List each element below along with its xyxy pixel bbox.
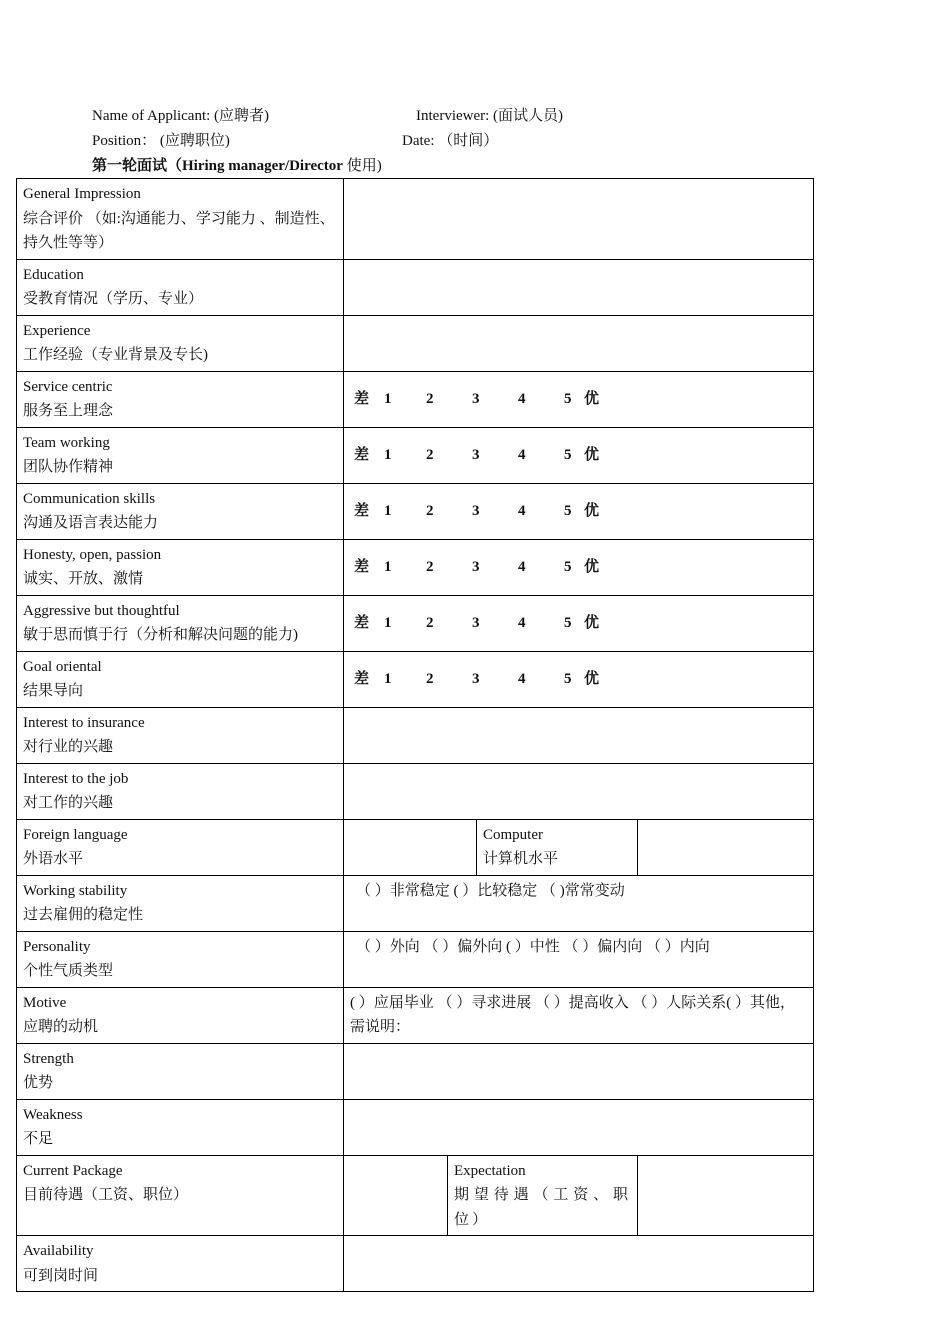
row-label: Interest to insurance 对行业的兴趣 [17,707,344,763]
stability-options[interactable]: （ ）非常稳定 ( ）比较稳定 （ )常常变动 [344,875,814,931]
row-label: Team working 团队协作精神 [17,427,344,483]
row-current-package [17,1155,814,1236]
round-title: 第一轮面试（Hiring manager/Director 使用) [92,158,382,174]
row-interest-insurance [17,707,814,763]
row-label: Honesty, open, passion 诚实、开放、激情 [17,539,344,595]
row-label: Foreign language 外语水平 [17,819,344,875]
motive-options[interactable]: ( ）应届毕业 （ ）寻求进展 （ ）提高收入 （ ）人际关系( ）其他，需说明： [344,987,814,1043]
rating-scale[interactable]: 差 1 2 3 4 5 优 [344,427,814,483]
row-label: Personality 个性气质类型 [17,931,344,987]
position-label: Position： (应聘职位) [92,133,230,149]
strength-field[interactable] [344,1043,814,1099]
computer-field[interactable] [638,819,814,875]
row-experience [17,315,814,371]
row-label: Experience 工作经验（专业背景及专长) [17,315,344,371]
interest-job-field[interactable] [344,763,814,819]
row-working-stability [17,875,814,931]
row-label: Weakness 不足 [17,1099,344,1155]
row-label: Communication skills 沟通及语言表达能力 [17,483,344,539]
current-package-field[interactable] [344,1155,448,1236]
row-aggressive [17,595,814,651]
foreign-language-field[interactable] [344,819,477,875]
row-label: Interest to the job 对工作的兴趣 [17,763,344,819]
row-communication-skills [17,483,814,539]
row-availability [17,1236,814,1292]
expectation-field[interactable] [638,1155,814,1236]
interest-insurance-field[interactable] [344,707,814,763]
row-label: Availability 可到岗时间 [17,1236,344,1292]
row-team-working [17,427,814,483]
row-label: Education 受教育情况（学历、专业） [17,259,344,315]
row-weakness [17,1099,814,1155]
row-interest-job [17,763,814,819]
row-label: Working stability 过去雇佣的稳定性 [17,875,344,931]
expectation-label-cell: Expectation 期望待遇（工资、职位） [448,1155,638,1236]
row-foreign-language [17,819,814,875]
row-label: Strength 优势 [17,1043,344,1099]
row-label: Service centric 服务至上理念 [17,371,344,427]
row-label: General Impression 综合评价 （如:沟通能力、学习能力 、制造性、持久性等等） [17,179,344,260]
row-motive [17,987,814,1043]
rating-scale[interactable]: 差 1 2 3 4 5 优 [344,483,814,539]
weakness-field[interactable] [344,1099,814,1155]
row-service-centric [17,371,814,427]
row-education [17,259,814,315]
education-field[interactable] [344,259,814,315]
row-goal-oriental [17,651,814,707]
row-general-impression [17,179,814,260]
computer-label-cell: Computer 计算机水平 [477,819,638,875]
experience-field[interactable] [344,315,814,371]
row-strength [17,1043,814,1099]
interviewer-label: Interviewer: (面试人员) [416,108,564,124]
availability-field[interactable] [344,1236,814,1292]
rating-scale[interactable]: 差 1 2 3 4 5 优 [344,651,814,707]
rating-scale[interactable]: 差 1 2 3 4 5 优 [344,595,814,651]
date-label: Date: （时间） [402,133,499,149]
row-honesty [17,539,814,595]
rating-scale[interactable]: 差 1 2 3 4 5 优 [344,371,814,427]
general-impression-field[interactable] [344,179,814,260]
row-label: Aggressive but thoughtful 敏于思而慎于行（分析和解决问题的能力) [17,595,344,651]
row-label: Current Package 目前待遇（工资、职位） [17,1155,344,1236]
rating-scale[interactable]: 差 1 2 3 4 5 优 [344,539,814,595]
interview-form-table [16,178,814,1292]
row-label: Goal oriental 结果导向 [17,651,344,707]
row-personality [17,931,814,987]
personality-options[interactable]: （ ）外向 （ ）偏外向 ( ）中性 （ ）偏内向 （ ）内向 [344,931,814,987]
row-label: Motive 应聘的动机 [17,987,344,1043]
applicant-label: Name of Applicant: (应聘者) [92,108,270,124]
